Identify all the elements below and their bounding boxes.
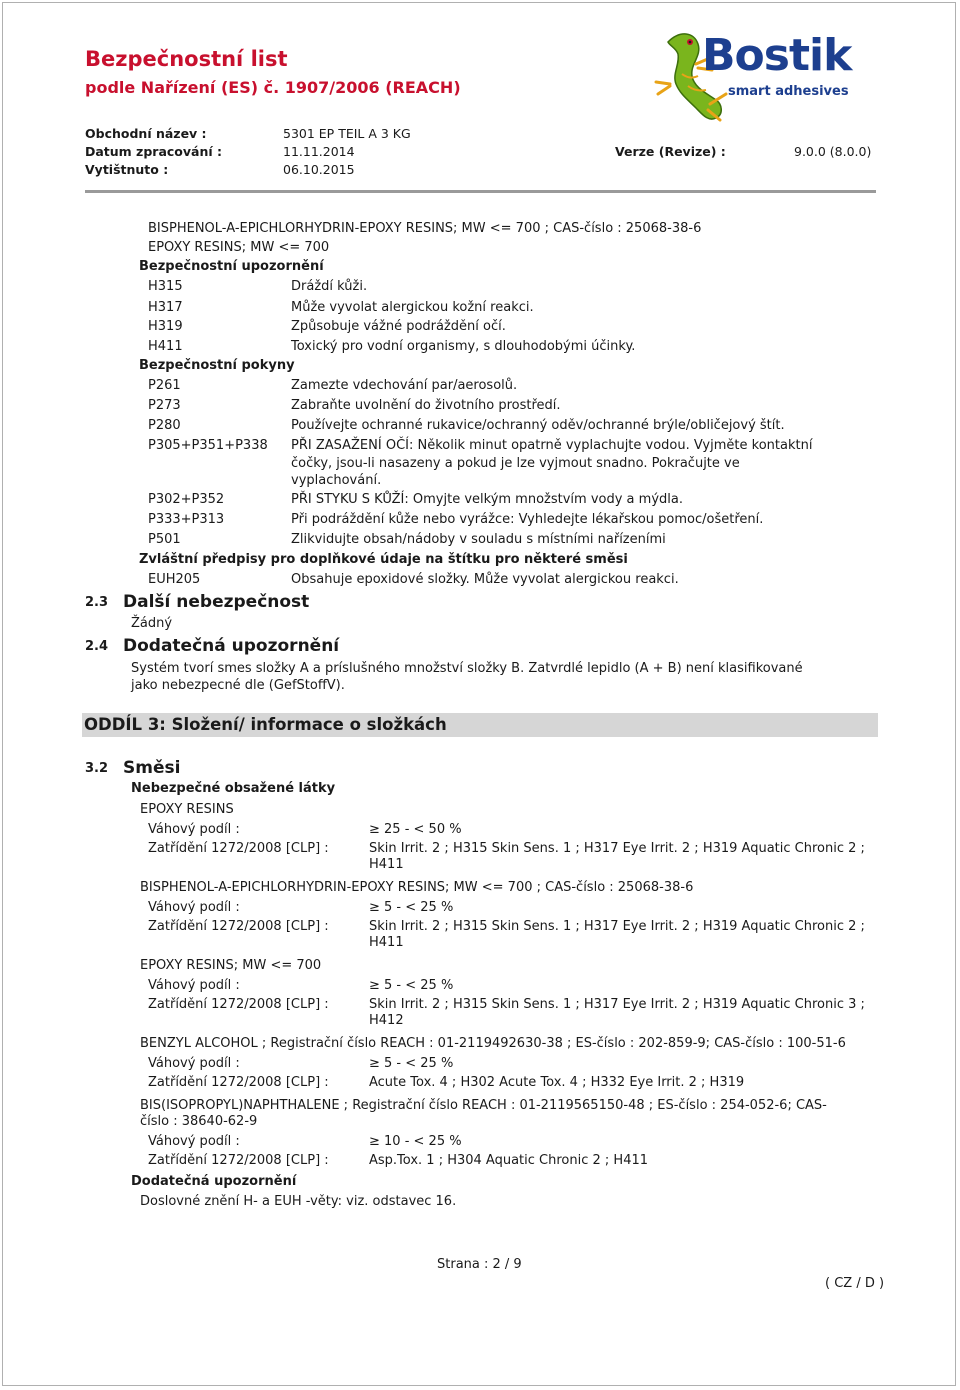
component-line: BISPHENOL-A-EPICHLORHYDRIN-EPOXY RESINS; MW <= 700 ; CAS-číslo : 25068-38-6 xyxy=(148,221,702,236)
section-number: 3.2 xyxy=(85,761,109,776)
additional-info-text: Systém tvorí smes složky A a príslušného množství složky B. Zatvrdlé lepidlo (A + B) není klasifikované xyxy=(131,661,803,676)
additional-notes-heading: Dodatečná upozornění xyxy=(131,1174,297,1189)
hazard-text: Toxický pro vodní organismy, s dlouhodobými účinky. xyxy=(291,339,636,354)
precaution-text: Používejte ochranné rukavice/ochranný oděv/ochranné brýle/obličejový štít. xyxy=(291,418,785,433)
hazard-code: H317 xyxy=(148,300,183,315)
euh-code: EUH205 xyxy=(148,572,201,587)
hazard-text: Dráždí kůži. xyxy=(291,279,368,294)
trade-name-label: Obchodní název : xyxy=(85,126,207,141)
additional-notes-text: Doslovné znění H- a EUH -věty: viz. odstavec 16. xyxy=(140,1194,457,1209)
precaution-code: P273 xyxy=(148,398,181,413)
precaution-text: Zamezte vdechování par/aerosolů. xyxy=(291,378,518,393)
classification-value: H411 xyxy=(369,857,404,872)
locale-code: ( CZ / D ) xyxy=(825,1276,885,1291)
precaution-text: Zabraňte uvolnění do životního prostředí. xyxy=(291,398,561,413)
classification-value: Skin Irrit. 2 ; H315 Skin Sens. 1 ; H317 Eye Irrit. 2 ; H319 Aquatic Chronic 3 ; xyxy=(369,997,865,1012)
weight-label: Váhový podíl : xyxy=(148,1134,240,1149)
weight-label: Váhový podíl : xyxy=(148,822,240,837)
version-value: 9.0.0 (8.0.0) xyxy=(794,144,872,159)
classification-label: Zatřídění 1272/2008 [CLP] : xyxy=(148,1075,329,1090)
precaution-code: P302+P352 xyxy=(148,492,225,507)
section-number: 2.3 xyxy=(85,595,109,610)
classification-label: Zatřídění 1272/2008 [CLP] : xyxy=(148,1153,329,1168)
hazard-text: Může vyvolat alergickou kožní reakci. xyxy=(291,300,534,315)
hazardous-substances-heading: Nebezpečné obsažené látky xyxy=(131,781,336,796)
section-title: Směsi xyxy=(123,758,181,778)
hazard-code: H319 xyxy=(148,319,183,334)
weight-value: ≥ 25 - < 50 % xyxy=(369,822,462,837)
header-divider xyxy=(85,190,876,193)
weight-value: ≥ 10 - < 25 % xyxy=(369,1134,462,1149)
version-label: Verze (Revize) : xyxy=(615,144,726,159)
precaution-code: P261 xyxy=(148,378,181,393)
section-number: 2.4 xyxy=(85,639,109,654)
precautionary-statements-heading: Bezpečnostní pokyny xyxy=(139,358,295,373)
precaution-code: P333+P313 xyxy=(148,512,225,527)
precaution-text: PŘI STYKU S KŮŽÍ: Omyjte velkým množstvím vody a mýdla. xyxy=(291,492,683,507)
substance-name: BIS(ISOPROPYL)NAPHTHALENE ; Registrační číslo REACH : 01-2119565150-48 ; ES-číslo : 254-052-6; CAS- xyxy=(140,1098,827,1113)
classification-value: Skin Irrit. 2 ; H315 Skin Sens. 1 ; H317 Eye Irrit. 2 ; H319 Aquatic Chronic 2 ; xyxy=(369,841,865,856)
special-labelling-heading: Zvláštní předpisy pro doplňkové údaje na štítku pro některé směsi xyxy=(139,552,628,567)
weight-value: ≥ 5 - < 25 % xyxy=(369,1056,454,1071)
additional-info-text: jako nebezpecné dle (GefStoffV). xyxy=(131,678,345,693)
precaution-text: vyplachování. xyxy=(291,473,382,488)
classification-value: Acute Tox. 4 ; H302 Acute Tox. 4 ; H332 Eye Irrit. 2 ; H319 xyxy=(369,1075,745,1090)
substance-name: EPOXY RESINS xyxy=(140,802,234,817)
euh-text: Obsahuje epoxidové složky. Může vyvolat alergickou reakci. xyxy=(291,572,679,587)
weight-label: Váhový podíl : xyxy=(148,900,240,915)
hazard-text: Způsobuje vážné podráždění očí. xyxy=(291,319,506,334)
weight-value: ≥ 5 - < 25 % xyxy=(369,900,454,915)
bostik-tagline: smart adhesives xyxy=(728,84,849,99)
section-title: Dodatečná upozornění xyxy=(123,636,340,656)
substance-name: EPOXY RESINS; MW <= 700 xyxy=(140,958,322,973)
classification-label: Zatřídění 1272/2008 [CLP] : xyxy=(148,841,329,856)
substance-name: číslo : 38640-62-9 xyxy=(140,1114,258,1129)
substance-name: BENZYL ALCOHOL ; Registrační číslo REACH : 01-2119492630-38 ; ES-číslo : 202-859-9; CAS-číslo : 100-51-6 xyxy=(140,1036,846,1051)
classification-value: Skin Irrit. 2 ; H315 Skin Sens. 1 ; H317 Eye Irrit. 2 ; H319 Aquatic Chronic 2 ; xyxy=(369,919,865,934)
classification-label: Zatřídění 1272/2008 [CLP] : xyxy=(148,919,329,934)
classification-label: Zatřídění 1272/2008 [CLP] : xyxy=(148,997,329,1012)
bostik-logo-text: Bostik xyxy=(702,30,852,81)
precaution-text: Zlikvidujte obsah/nádoby v souladu s místními nařízeními xyxy=(291,532,666,547)
component-line: EPOXY RESINS; MW <= 700 xyxy=(148,240,330,255)
weight-value: ≥ 5 - < 25 % xyxy=(369,978,454,993)
processed-date-label: Datum zpracování : xyxy=(85,144,222,159)
weight-label: Váhový podíl : xyxy=(148,1056,240,1071)
processed-date-value: 11.11.2014 xyxy=(283,144,355,159)
other-hazards-text: Žádný xyxy=(131,616,173,631)
classification-value: H411 xyxy=(369,935,404,950)
document-subtitle: podle Nařízení (ES) č. 1907/2006 (REACH) xyxy=(85,78,461,97)
printed-date-value: 06.10.2015 xyxy=(283,162,355,177)
hazard-code: H411 xyxy=(148,339,183,354)
precaution-text: čočky, jsou-li nasazeny a pokud je lze vyjmout snadno. Pokračujte ve xyxy=(291,456,740,471)
precaution-text: Při podráždění kůže nebo vyrážce: Vyhledejte lékařskou pomoc/ošetření. xyxy=(291,512,764,527)
page-number: Strana : 2 / 9 xyxy=(437,1257,522,1272)
precaution-code: P305+P351+P338 xyxy=(148,438,268,453)
section-title: Další nebezpečnost xyxy=(123,592,310,612)
substance-name: BISPHENOL-A-EPICHLORHYDRIN-EPOXY RESINS; MW <= 700 ; CAS-číslo : 25068-38-6 xyxy=(140,880,694,895)
hazard-statements-heading: Bezpečnostní upozornění xyxy=(139,259,324,274)
printed-date-label: Vytištnuto : xyxy=(85,162,169,177)
precaution-code: P501 xyxy=(148,532,181,547)
section-3-title: ODDÍL 3: Složení/ informace o složkách xyxy=(84,715,447,734)
hazard-code: H315 xyxy=(148,279,183,294)
precaution-text: PŘI ZASAŽENÍ OČÍ: Několik minut opatrně vyplachujte vodou. Vyjměte kontaktní xyxy=(291,438,813,453)
section-3-header xyxy=(82,713,878,737)
document-title: Bezpečnostní list xyxy=(85,47,288,71)
classification-value: H412 xyxy=(369,1013,404,1028)
precaution-code: P280 xyxy=(148,418,181,433)
classification-value: Asp.Tox. 1 ; H304 Aquatic Chronic 2 ; H411 xyxy=(369,1153,649,1168)
weight-label: Váhový podíl : xyxy=(148,978,240,993)
trade-name-value: 5301 EP TEIL A 3 KG xyxy=(283,126,411,141)
